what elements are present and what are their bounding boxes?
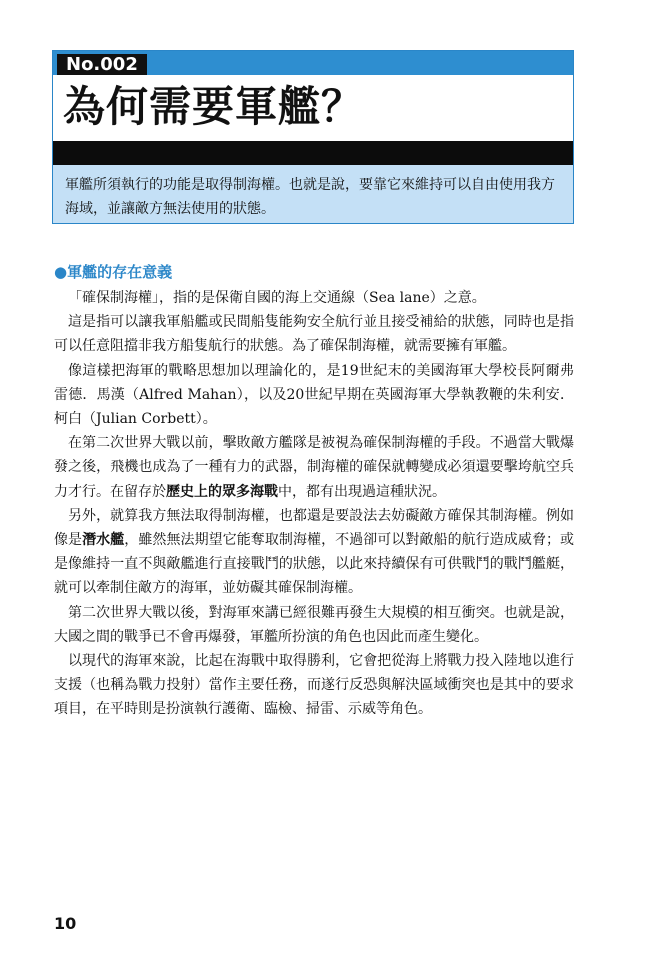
header-black-bar [53, 141, 573, 165]
bullet-icon: ● [54, 263, 68, 281]
paragraph-text: 另外，就算我方無法取得制海權，也都還是要設法去妨礙敵方確保其制海權。例如像是 [54, 507, 574, 549]
paragraph [54, 431, 574, 504]
emphasis-term: 歷史上的眾多海戰 [166, 483, 278, 500]
summary-box: 軍艦所須執行的功能是取得制海權。也就是說，要靠它來維持可以自由使用我方海域，並讓敵方無法使用的狀態。 [53, 165, 573, 223]
section-heading-text: 軍艦的存在意義 [67, 263, 173, 281]
page-number: 10 [54, 914, 77, 933]
paragraph: 「確保制海權」，指的是保衛自國的海上交通線（Sea lane）之意。 [68, 290, 486, 306]
paragraph: 這是指可以讓我軍船艦或民間船隻能夠安全航行並且接受補給的狀態，同時也是指可以任意阻擋非我方船隻航行的狀態。為了確保制海權，就需要擁有軍艦。 [54, 314, 574, 355]
paragraph: 第二次世界大戰以後，對海軍來講已經很難再發生大規模的相互衝突。也就是說，大國之間的戰爭已不會再爆發，軍艦所扮演的角色也因此而產生變化。 [54, 604, 574, 645]
section-heading [54, 262, 172, 282]
paragraph-text: 中，都有出現過這種狀況。 [278, 483, 446, 500]
paragraph: 像這樣把海軍的戰略思想加以理論化的，是19世紀末的美國海軍大學校長阿爾弗雷德．馬漢（Alfred Mahan），以及20世紀早期在英國海軍大學執教鞭的朱利安．柯白（Julian Corbett）。 [54, 362, 574, 428]
chapter-number-badge: No.002 [57, 54, 147, 75]
chapter-header [52, 50, 574, 224]
paragraph-text: ，雖然無法期望它能奪取制海權，不過卻可以對敵船的航行造成威脅；或是像維持一直不與敵艦進行直接戰鬥的狀態，以此來持續保有可供戰鬥的戰鬥艦艇，就可以牽制住敵方的海軍，並妨礙其確保制海權。 [54, 532, 575, 597]
paragraph: 以現代的海軍來說，比起在海戰中取得勝利，它會把從海上將戰力投入陸地以進行支援（也稱為戰力投射）當作主要任務，而遂行反恐與解決區域衝突也是其中的要求項目，在平時則是扮演執行護衛、臨檢、掃雷、示威等角色。 [54, 653, 574, 718]
emphasis-term: 潛水艦 [82, 532, 125, 549]
paragraph [54, 504, 574, 601]
paragraph-text: 在第二次世界大戰以前，擊敗敵方艦隊是被視為確保制海權的手段。不過當大戰爆發之後，飛機也成為了一種有力的武器，制海權的確保就轉變成必須還要擊垮航空兵力才行。在留存於 [54, 435, 574, 500]
page-title: 為何需要軍艦？ [63, 82, 365, 131]
body-text [54, 286, 574, 722]
